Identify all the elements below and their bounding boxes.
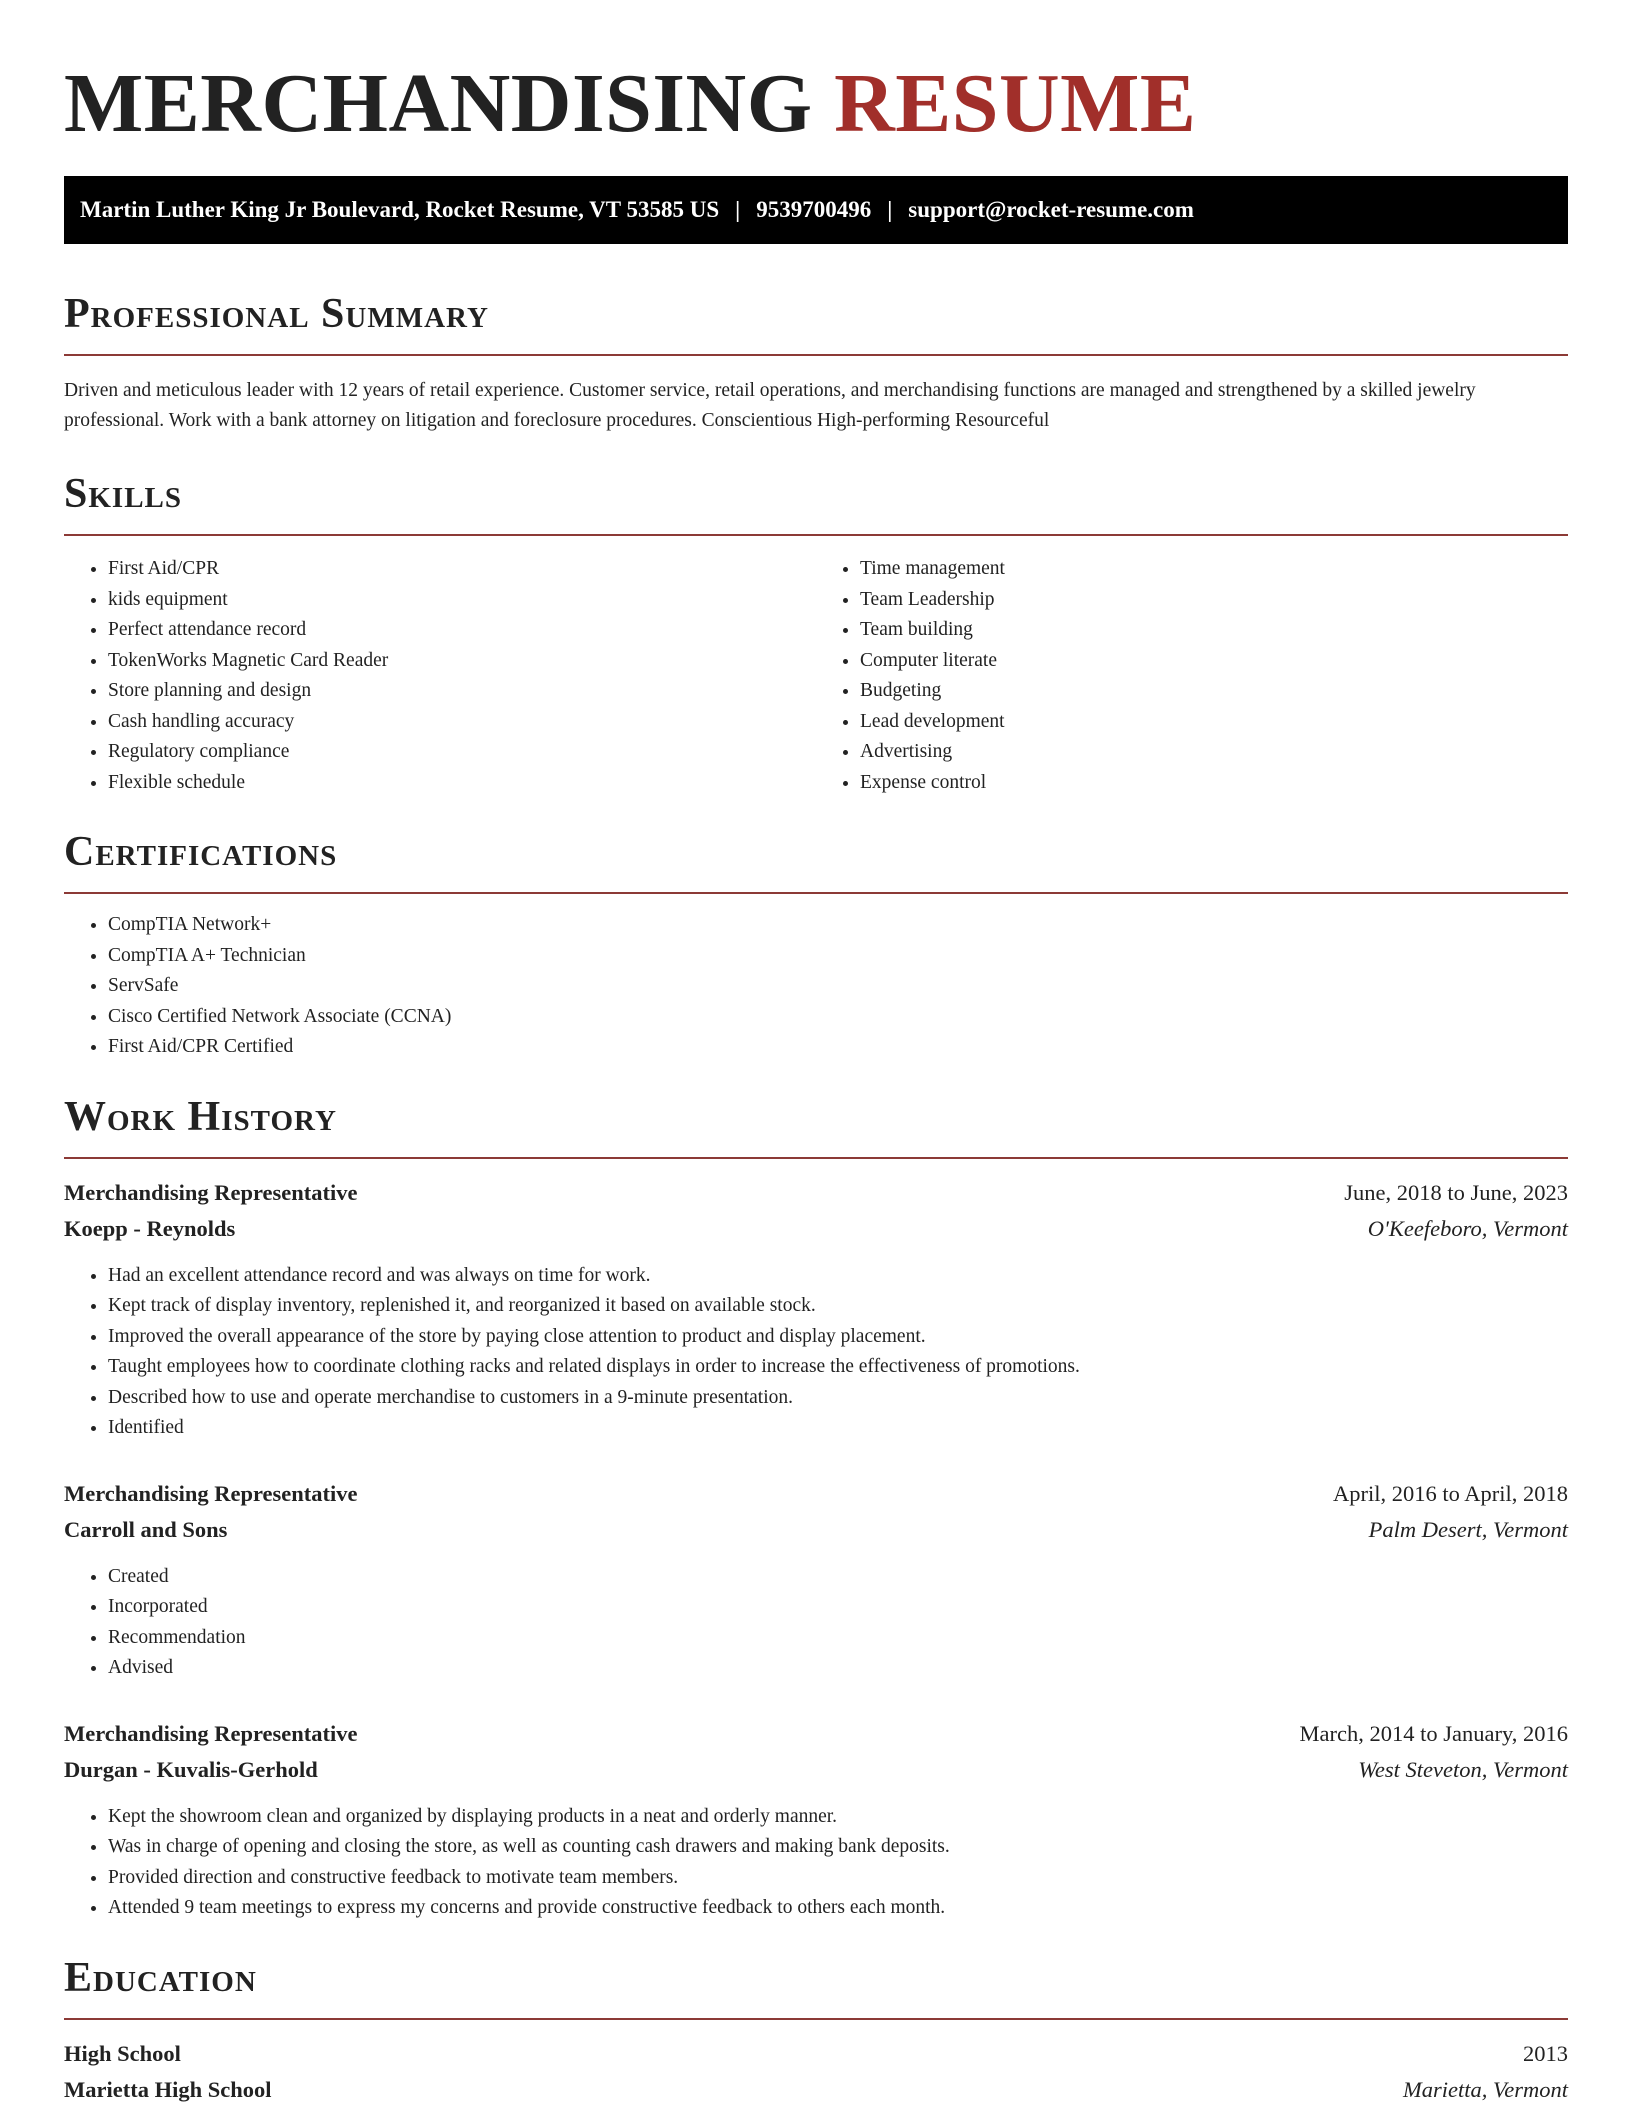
job-company: Carroll and Sons xyxy=(64,1516,228,1542)
section-divider xyxy=(64,2018,1568,2020)
skill-item: • Regulatory compliance xyxy=(108,737,816,768)
skill-item: • Budgeting xyxy=(860,676,1568,707)
education-subheader xyxy=(64,2072,1568,2108)
skills-list-left xyxy=(64,554,816,798)
skills-column-right xyxy=(816,554,1568,798)
job-bullet: • Provided direction and constructive feedback to motivate team members. xyxy=(108,1863,1568,1894)
job-bullet: • Described how to use and operate merchandise to customers in a 9-minute presentation. xyxy=(108,1383,1568,1414)
contact-separator: | xyxy=(887,197,893,222)
job-bullet: • Incorporated xyxy=(108,1592,1568,1623)
contact-email: support@rocket-resume.com xyxy=(908,197,1194,222)
summary-section xyxy=(64,288,1568,436)
section-divider xyxy=(64,1157,1568,1159)
certifications-section xyxy=(64,826,1568,1063)
work-heading: Work History xyxy=(64,1093,337,1140)
job-subheader xyxy=(64,1752,1568,1788)
skill-item: • Team building xyxy=(860,615,1568,646)
job-dates: March, 2014 to January, 2016 xyxy=(1299,1720,1568,1746)
job-bullets xyxy=(64,1562,1568,1684)
job-entry xyxy=(64,1716,1568,1924)
job-bullet: • Attended 9 team meetings to express my concerns and provide constructive feedback to others each month. xyxy=(108,1893,1568,1924)
job-location: West Steveton, Vermont xyxy=(1358,1756,1568,1782)
job-subheader xyxy=(64,1512,1568,1548)
job-dates: June, 2018 to June, 2023 xyxy=(1344,1179,1568,1205)
contact-separator: | xyxy=(735,197,741,222)
education-location: Marietta, Vermont xyxy=(1403,2076,1568,2102)
skill-item: • Store planning and design xyxy=(108,676,816,707)
skill-item: • Flexible schedule xyxy=(108,768,816,799)
skills-heading: Skills xyxy=(64,471,183,517)
job-entry xyxy=(64,1476,1568,1684)
job-dates: April, 2016 to April, 2018 xyxy=(1333,1480,1568,1506)
summary-heading: Professional Summary xyxy=(64,291,489,337)
skills-column-left xyxy=(64,554,816,798)
job-bullet: • Had an excellent attendance record and was always on time for work. xyxy=(108,1261,1568,1292)
job-location: Palm Desert, Vermont xyxy=(1368,1516,1568,1542)
contact-phone: 9539700496 xyxy=(756,197,872,222)
skill-item: • TokenWorks Magnetic Card Reader xyxy=(108,646,816,677)
skill-item: • Expense control xyxy=(860,768,1568,799)
job-role: Merchandising Representative xyxy=(64,1480,358,1506)
skills-grid xyxy=(64,554,1568,798)
education-entry xyxy=(64,2036,1568,2108)
skill-item: • Cash handling accuracy xyxy=(108,707,816,738)
certifications-heading: Certifications xyxy=(64,829,338,875)
job-company: Durgan - Kuvalis-Gerhold xyxy=(64,1756,318,1782)
job-bullet: • Created xyxy=(108,1562,1568,1593)
section-divider xyxy=(64,892,1568,894)
job-bullet: • Taught employees how to coordinate clothing racks and related displays in order to increase the effectiveness of promotions. xyxy=(108,1352,1568,1383)
education-heading: Education xyxy=(64,1954,257,2001)
skill-item: • Advertising xyxy=(860,737,1568,768)
work-section xyxy=(64,1091,1568,1924)
skill-item: • Lead development xyxy=(860,707,1568,738)
resume-title xyxy=(64,56,1568,152)
education-header xyxy=(64,2036,1568,2072)
skill-item: • kids equipment xyxy=(108,585,816,616)
job-bullet: • Kept the showroom clean and organized by displaying products in a neat and orderly manner. xyxy=(108,1802,1568,1833)
job-subheader xyxy=(64,1211,1568,1247)
skill-item: • Time management xyxy=(860,554,1568,585)
summary-text: Driven and meticulous leader with 12 years of retail experience. Customer service, retail operations, and merchandising functions are managed and strengthened by a skilled jewelry professional. Work with a bank attorney on litigation and foreclosure procedures. Conscientious High-performing Resourceful xyxy=(64,380,1476,431)
job-bullet: • Identified xyxy=(108,1413,1568,1444)
job-location: O'Keefeboro, Vermont xyxy=(1367,1215,1568,1241)
education-school: Marietta High School xyxy=(64,2076,272,2102)
job-header xyxy=(64,1476,1568,1512)
certification-item: • CompTIA Network+ xyxy=(108,910,1568,941)
job-bullet: • Advised xyxy=(108,1653,1568,1684)
skill-item: • Computer literate xyxy=(860,646,1568,677)
certification-item: • Cisco Certified Network Associate (CCNA) xyxy=(108,1002,1568,1033)
education-section xyxy=(64,1952,1568,2108)
job-role: Merchandising Representative xyxy=(64,1720,358,1746)
certifications-list xyxy=(64,910,1568,1063)
education-degree: High School xyxy=(64,2040,181,2066)
job-bullet: • Improved the overall appearance of the store by paying close attention to product and display placement. xyxy=(108,1322,1568,1353)
contact-bar xyxy=(64,176,1568,244)
job-header xyxy=(64,1716,1568,1752)
title-accent: RESUME xyxy=(834,57,1197,150)
job-bullet: • Recommendation xyxy=(108,1623,1568,1654)
skills-list-right xyxy=(816,554,1568,798)
title-main: MERCHANDISING xyxy=(64,57,813,150)
contact-address: Martin Luther King Jr Boulevard, Rocket Resume, VT 53585 US xyxy=(80,197,720,222)
job-company: Koepp - Reynolds xyxy=(64,1215,236,1241)
skills-section xyxy=(64,468,1568,798)
certification-item: • ServSafe xyxy=(108,971,1568,1002)
skill-item: • First Aid/CPR xyxy=(108,554,816,585)
skill-item: • Team Leadership xyxy=(860,585,1568,616)
job-role: Merchandising Representative xyxy=(64,1179,358,1205)
education-year: 2013 xyxy=(1523,2040,1568,2066)
skill-item: • Perfect attendance record xyxy=(108,615,816,646)
section-divider xyxy=(64,354,1568,356)
job-entry xyxy=(64,1175,1568,1444)
section-divider xyxy=(64,534,1568,536)
certification-item: • CompTIA A+ Technician xyxy=(108,941,1568,972)
certification-item: • First Aid/CPR Certified xyxy=(108,1032,1568,1063)
job-bullet: • Kept track of display inventory, replenished it, and reorganized it based on available stock. xyxy=(108,1291,1568,1322)
job-header xyxy=(64,1175,1568,1211)
job-bullets xyxy=(64,1261,1568,1444)
job-bullet: • Was in charge of opening and closing the store, as well as counting cash drawers and making bank deposits. xyxy=(108,1832,1568,1863)
job-bullets xyxy=(64,1802,1568,1924)
